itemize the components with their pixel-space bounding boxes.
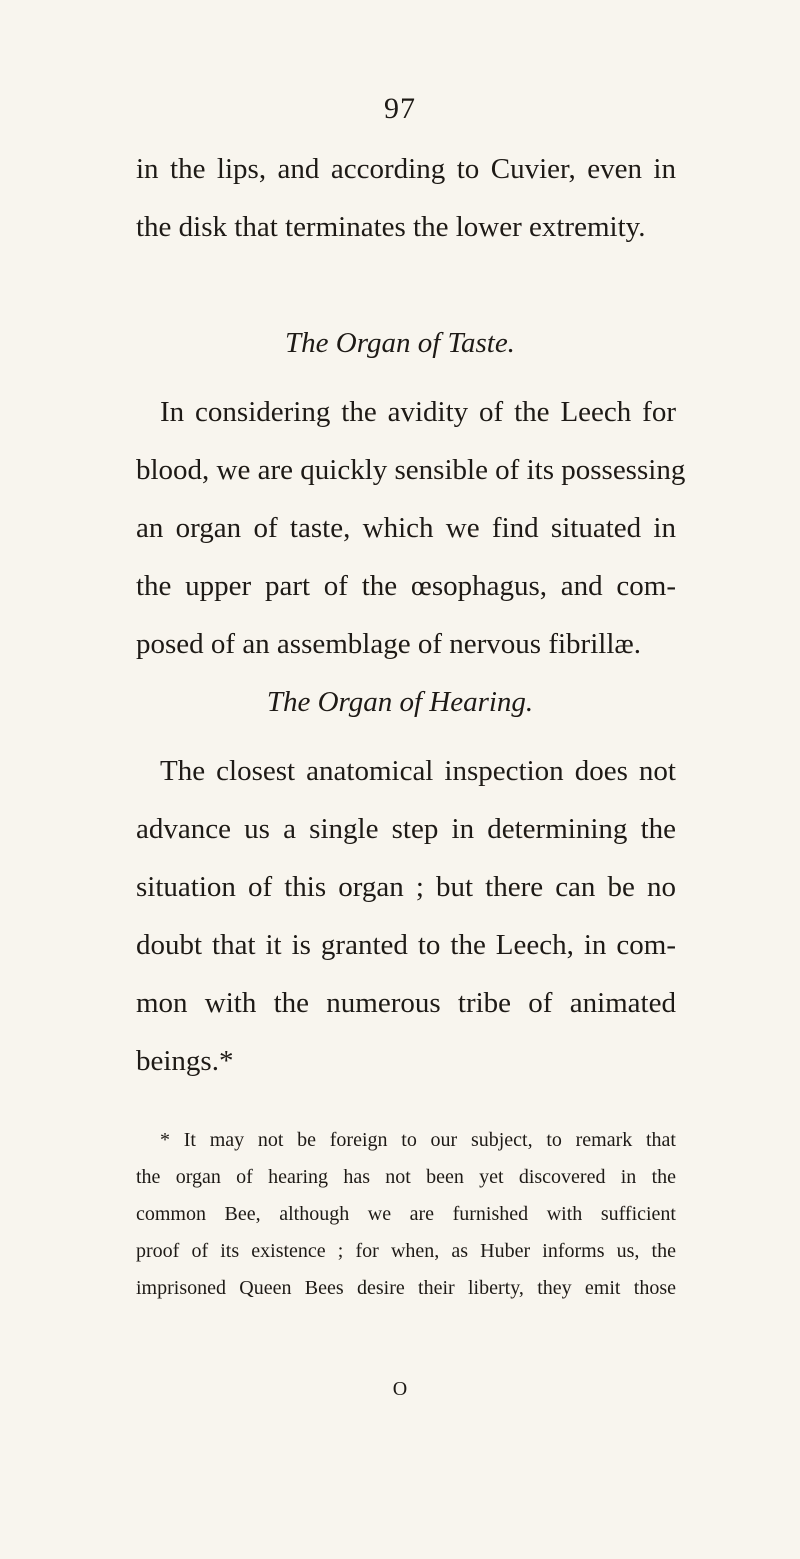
footnote-line: proof of its existence ; for when, as Huber informs us, the xyxy=(136,1240,676,1262)
text-line: doubt that it is granted to the Leech, in com- xyxy=(136,929,676,961)
text-line: the upper part of the œsophagus, and com- xyxy=(136,570,676,602)
text-line: In considering the avidity of the Leech for xyxy=(160,396,676,428)
text-line: situation of this organ ; but there can be no xyxy=(136,871,676,903)
text-line: posed of an assemblage of nervous fibrillæ. xyxy=(136,628,641,660)
footnote-line: imprisoned Queen Bees desire their liberty, they emit those xyxy=(136,1277,676,1299)
intro-paragraph xyxy=(136,140,676,256)
taste-paragraph xyxy=(136,383,686,673)
page-number: 97 xyxy=(384,92,416,125)
footnote-line: * It may not be foreign to our subject, to remark that xyxy=(160,1129,676,1151)
text-line: advance us a single step in determining the xyxy=(136,813,676,845)
footnote xyxy=(136,1122,676,1307)
section-heading-hearing: The Organ of Hearing. xyxy=(266,686,534,718)
signature-mark: O xyxy=(392,1378,408,1400)
footnote-line: common Bee, although we are furnished with sufficient xyxy=(136,1203,676,1225)
text-line: the disk that terminates the lower extremity. xyxy=(136,211,646,243)
text-line: an organ of taste, which we find situated in xyxy=(136,512,676,544)
text-line: in the lips, and according to Cuvier, even in xyxy=(136,153,676,185)
text-line: blood, we are quickly sensible of its possessing xyxy=(136,454,686,486)
text-line: beings.* xyxy=(136,1045,234,1077)
hearing-paragraph xyxy=(136,742,676,1090)
section-heading-taste: The Organ of Taste. xyxy=(285,327,515,359)
footnote-line: the organ of hearing has not been yet discovered in the xyxy=(136,1166,676,1188)
text-line: mon with the numerous tribe of animated xyxy=(136,987,676,1019)
text-line: The closest anatomical inspection does not xyxy=(160,755,676,787)
